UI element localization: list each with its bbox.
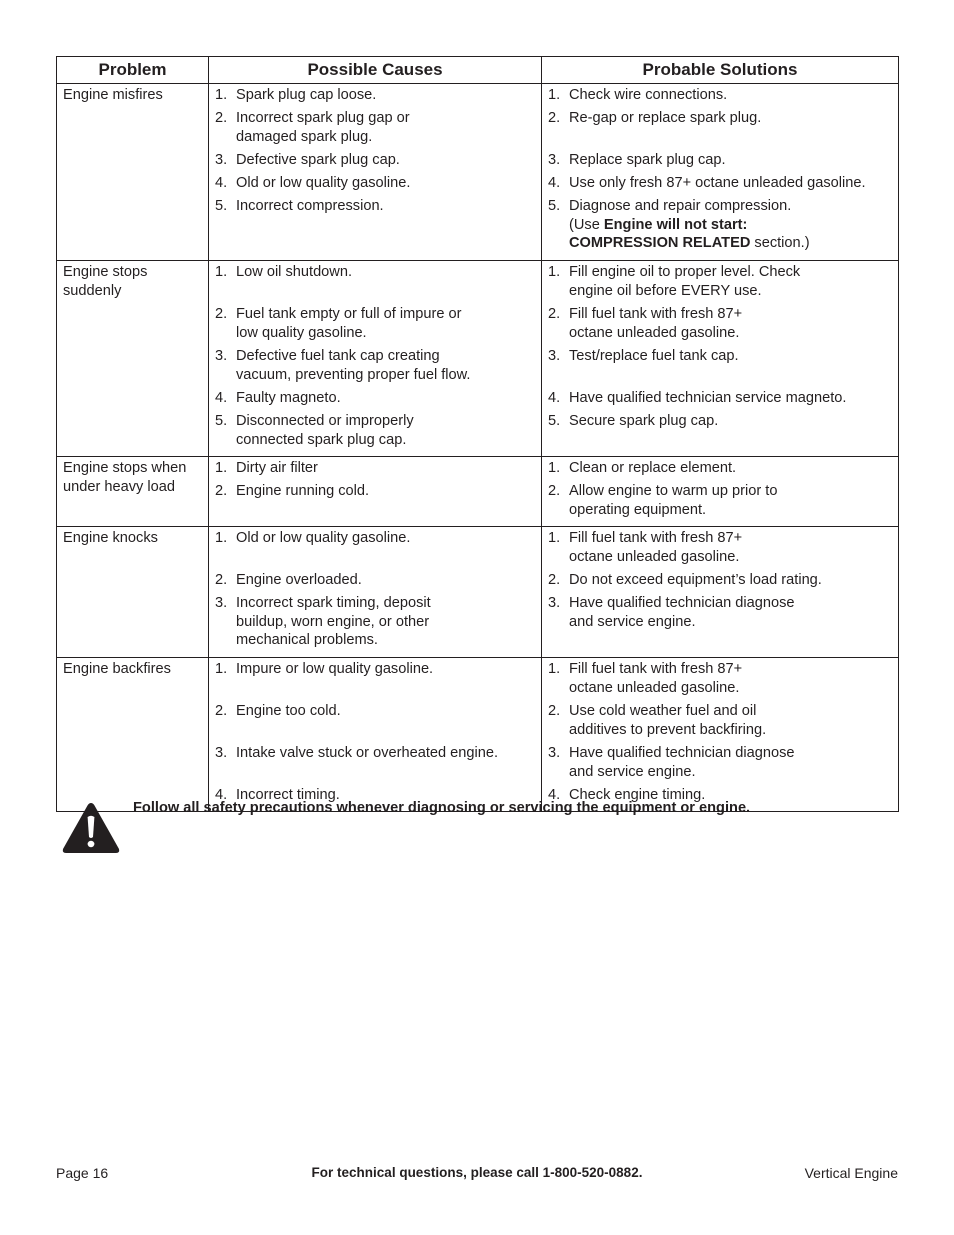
solution-item: 1. Check wire connections. (548, 87, 728, 103)
solution-item: 1. Fill fuel tank with fresh 87+ octane unleaded gasoline. (548, 661, 743, 696)
solution-item: 1. Clean or replace element. (548, 460, 737, 476)
cause-item: 3. Intake valve stuck or overheated engine. (215, 745, 499, 761)
solution-item: 2. Allow engine to warm up prior to operating equipment. (548, 483, 778, 518)
problem-cell: Engine stops when under heavy load (57, 457, 209, 527)
solution-item: 2. Re-gap or replace spark plug. (548, 110, 762, 126)
table-row (57, 84, 899, 261)
cause-item: 3. Defective fuel tank cap creating vacuum, preventing proper fuel flow. (215, 348, 471, 383)
page-footer (56, 1165, 898, 1185)
cause-item: 1. Dirty air filter (215, 460, 318, 476)
solution-item: 2. Fill fuel tank with fresh 87+ octane unleaded gasoline. (548, 306, 743, 341)
cause-item: 1. Low oil shutdown. (215, 264, 353, 280)
solution-item: 1. Fill fuel tank with fresh 87+ octane unleaded gasoline. (548, 530, 743, 565)
cause-item: 2. Engine overloaded. (215, 572, 362, 588)
cause-item: 4. Faulty magneto. (215, 390, 341, 406)
product-name: Vertical Engine (804, 1165, 898, 1181)
table-row (57, 261, 899, 457)
causes-cell (209, 658, 542, 812)
solution-item: 3. Replace spark plug cap. (548, 152, 726, 168)
cause-item: 1. Old or low quality gasoline. (215, 530, 411, 546)
solution-item: 4. Have qualified technician service magneto. (548, 390, 847, 406)
cause-item: 4. Old or low quality gasoline. (215, 175, 411, 191)
solution-item: 5. Diagnose and repair compression. (Use Engine will not start: COMPRESSION RELATED section.) (548, 198, 810, 252)
table-header-row (57, 57, 899, 84)
table-row (57, 457, 899, 527)
page-number: Page 16 (56, 1165, 109, 1181)
table-row (57, 527, 899, 658)
troubleshooting-table (56, 56, 899, 812)
cause-item: 1. Spark plug cap loose. (215, 87, 377, 103)
cause-item: 1. Impure or low quality gasoline. (215, 661, 434, 677)
causes-cell (209, 527, 542, 658)
cause-item: 3. Defective spark plug cap. (215, 152, 400, 168)
warning-triangle-icon (62, 802, 120, 854)
solution-item: 2. Do not exceed equipment’s load rating. (548, 572, 822, 588)
solutions-cell (542, 457, 899, 527)
problem-cell: Engine misfires (57, 84, 209, 261)
cause-item: 5. Incorrect compression. (215, 198, 384, 214)
solution-item: 4. Use only fresh 87+ octane unleaded gasoline. (548, 175, 866, 191)
header-possible-causes: Possible Causes (209, 57, 542, 84)
header-probable-solutions: Probable Solutions (542, 57, 899, 84)
cause-item: 3. Incorrect spark timing, deposit buildup, worn engine, or other mechanical problems. (215, 595, 431, 649)
cause-item: 2. Engine running cold. (215, 483, 370, 499)
cause-item: 2. Incorrect spark plug gap or damaged spark plug. (215, 110, 410, 145)
problem-cell: Engine backfires (57, 658, 209, 812)
causes-cell (209, 457, 542, 527)
solution-item: 3. Have qualified technician diagnose and service engine. (548, 745, 795, 780)
solutions-cell (542, 84, 899, 261)
table-row (57, 658, 899, 812)
problem-cell: Engine stops suddenly (57, 261, 209, 457)
technical-support-line: For technical questions, please call 1-800-520-0882. (311, 1165, 643, 1180)
solutions-cell (542, 527, 899, 658)
safety-warning (62, 800, 902, 860)
causes-cell (209, 84, 542, 261)
solution-item: 3. Test/replace fuel tank cap. (548, 348, 739, 364)
solutions-cell (542, 658, 899, 812)
causes-cell (209, 261, 542, 457)
solution-item: 3. Have qualified technician diagnose and service engine. (548, 595, 795, 630)
solution-item: 2. Use cold weather fuel and oil additives to prevent backfiring. (548, 703, 767, 738)
cause-item: 2. Engine too cold. (215, 703, 341, 719)
solution-item: 5. Secure spark plug cap. (548, 413, 719, 429)
cause-item: 2. Fuel tank empty or full of impure or low quality gasoline. (215, 306, 462, 341)
cause-item: 4. Incorrect timing. (215, 787, 340, 803)
problem-cell: Engine knocks (57, 527, 209, 658)
cause-item: 5. Disconnected or improperly connected spark plug cap. (215, 413, 414, 448)
warning-text: Follow all safety precautions whenever diagnosing or servicing the equipment or engine. (133, 800, 751, 816)
solution-item: 1. Fill engine oil to proper level. Check engine oil before EVERY use. (548, 264, 801, 299)
header-problem: Problem (57, 57, 209, 84)
solution-item: 4. Check engine timing. (548, 787, 706, 803)
solutions-cell (542, 261, 899, 457)
